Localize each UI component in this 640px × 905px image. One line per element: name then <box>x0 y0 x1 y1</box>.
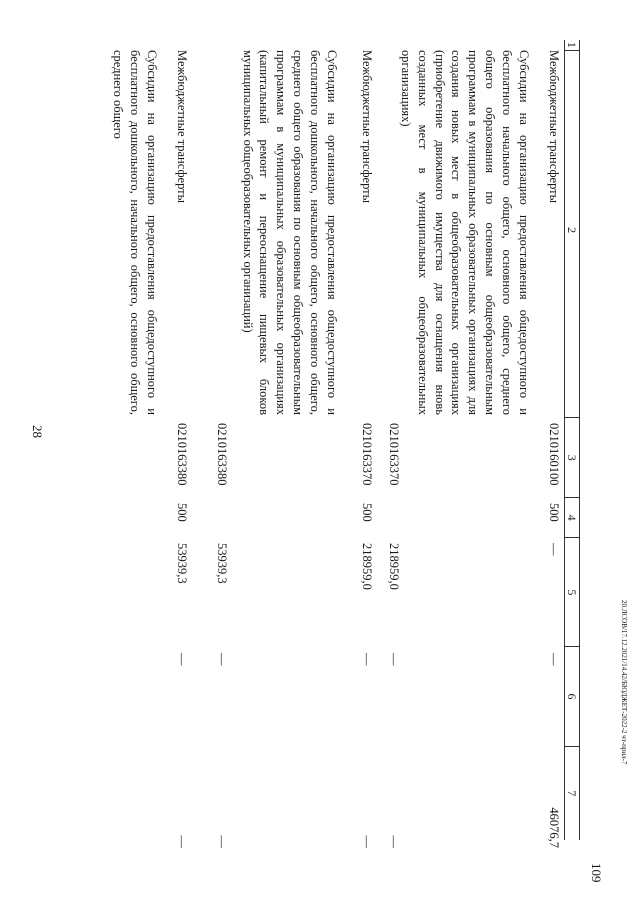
row-col7: — <box>387 835 401 848</box>
footer-code: 20.ЛСОВ/17.12.2021/14.42/БЮДЖЕТ-2022-2 чт-прил-7 <box>620 600 628 765</box>
row-description: Межбюджетные трансферты <box>360 50 374 204</box>
header-col-1: 1 <box>565 40 579 51</box>
row-col5: 218959,0 <box>360 543 374 590</box>
row-description: Межбюджетные трансферты <box>547 50 561 204</box>
row-type: 500 <box>547 503 561 522</box>
table-row <box>385 40 532 848</box>
row-col7: — <box>360 835 374 848</box>
row-code: 0210160100 <box>547 423 561 486</box>
row-col6: — <box>175 653 189 666</box>
row-col7: — <box>215 835 229 848</box>
page-number: 28 <box>30 425 45 438</box>
side-page-number: 109 <box>589 863 604 883</box>
row-col6: — <box>387 653 401 666</box>
table-header-row <box>564 40 580 840</box>
row-col6: — <box>215 653 229 666</box>
table-row <box>358 40 375 848</box>
table-row <box>109 40 160 423</box>
row-code: 0210163380 <box>175 423 189 486</box>
row-col7: 46076,7 <box>547 807 561 848</box>
header-col-4: 4 <box>565 498 579 538</box>
row-col5: 218959,0 <box>387 543 401 590</box>
row-type: 500 <box>175 503 189 522</box>
row-col5: 53939,3 <box>175 543 189 584</box>
row-col6: — <box>360 653 374 666</box>
row-description: Субсидии на организацию предоставления общедоступного и бесплатного дошкольного, начального общего, основного общего, среднего общего <box>111 50 159 415</box>
row-col6: — <box>547 653 561 666</box>
row-description: Межбюджетные трансферты <box>175 50 189 204</box>
row-description: Субсидии на организацию предоставления общедоступного и бесплатного дошкольного, начального общего, основного общего, среднего общего образования по основным общеобразовательным программам в муниципальных образовательных организациях (капитальный ремонт и переоснащение пищевых блоков муниципальных общеобразовательных организаций) <box>240 50 339 415</box>
header-col-3: 3 <box>565 418 579 498</box>
row-description: Субсидии на организацию предоставления общедоступного и бесплатного начального общего, основного общего, среднего общего образования по основным общеобразовательным программам в муниципальных образовательных организациях для создания новых мест в общеобразовательных организациях (приобретение движимого имущества для оснащения вновь созданных мест в муниципальных общеобразовательных организациях) <box>398 50 531 415</box>
row-type: 500 <box>360 503 374 522</box>
header-col-2: 2 <box>565 51 579 419</box>
row-code: 0210163380 <box>215 423 229 486</box>
row-col7: — <box>175 835 189 848</box>
row-col5: 53939,3 <box>215 543 229 584</box>
header-col-5: 5 <box>565 538 579 647</box>
header-col-6: 6 <box>565 647 579 746</box>
row-code: 0210163370 <box>387 423 401 486</box>
row-code: 0210163370 <box>360 423 374 486</box>
header-col-7: 7 <box>565 790 579 797</box>
row-col5: — <box>547 543 561 556</box>
budget-table <box>110 40 580 848</box>
table-row <box>545 40 562 848</box>
table-row <box>173 40 190 848</box>
table-row <box>213 40 340 848</box>
